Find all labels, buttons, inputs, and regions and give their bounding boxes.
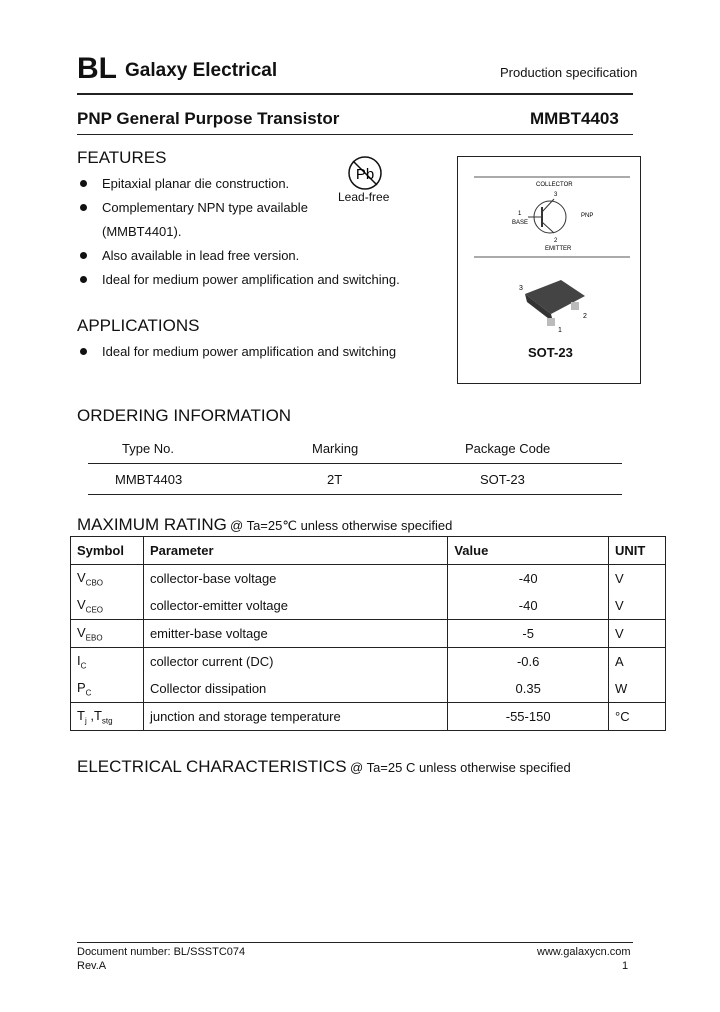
sot23-package-icon (513, 272, 593, 332)
svg-text:COLLECTOR: COLLECTOR (536, 182, 573, 188)
value-cell: -40 (448, 592, 609, 620)
value-cell: 0.35 (448, 675, 609, 703)
svg-text:1: 1 (518, 211, 522, 217)
website-link[interactable]: www.galaxycn.com (537, 946, 631, 958)
unit-cell: °C (609, 703, 666, 731)
symbol-cell: $I_C$ (71, 648, 144, 676)
table-row (71, 703, 666, 731)
revision: Rev.A (77, 960, 107, 972)
svg-text:3: 3 (519, 285, 523, 292)
svg-text:Pb: Pb (355, 166, 375, 183)
unit-cell: V (609, 620, 666, 648)
table-row (71, 592, 666, 620)
part-number: MMBT4403 (530, 109, 619, 128)
symbol-cell: $V_{CEO}$ (71, 592, 144, 620)
document-number: Document number: BL/SSSTC074 (77, 946, 246, 958)
electrical-heading: ELECTRICAL CHARACTERISTICS (77, 757, 347, 776)
unit-cell: A (609, 648, 666, 676)
symbol-cell: $V_{EBO}$ (71, 620, 144, 648)
company-name: Galaxy Electrical (125, 60, 278, 81)
max-rating-heading: MAXIMUM RATING (77, 515, 227, 534)
package-diagram (457, 156, 641, 384)
parameter-cell: Collector dissipation (143, 675, 447, 703)
ordering-heading: ORDERING INFORMATION (77, 406, 292, 425)
page-title: PNP General Purpose Transistor (77, 109, 340, 128)
feature-item: Also available in lead free version. (102, 248, 300, 263)
value-cell: -0.6 (448, 648, 609, 676)
svg-text:2: 2 (583, 313, 587, 320)
unit-cell: V (609, 565, 666, 593)
ordering-header: Package Code (465, 441, 551, 456)
table-row (71, 675, 666, 703)
ordering-header: Marking (312, 441, 359, 456)
parameter-cell: collector current (DC) (143, 648, 447, 676)
package-label: SOT-23 (528, 345, 573, 360)
feature-item: (MMBT4401). (102, 224, 182, 239)
feature-item: Epitaxial planar die construction. (102, 176, 290, 191)
parameter-cell: collector-base voltage (143, 565, 447, 593)
application-item: Ideal for medium power amplification and switching (102, 344, 397, 359)
header-cell: Symbol (71, 537, 144, 565)
svg-text:3: 3 (554, 192, 558, 198)
max-rating-table (70, 536, 666, 731)
unit-cell: W (609, 675, 666, 703)
ordering-cell: 2T (327, 472, 343, 487)
electrical-condition: @ Ta=25 C unless otherwise specified (350, 760, 571, 775)
symbol-cell: $T_j$ $,T_{stg}$ (71, 703, 144, 731)
feature-item: Ideal for medium power amplification and switching. (102, 272, 400, 287)
parameter-cell: junction and storage temperature (143, 703, 447, 731)
ordering-cell: SOT-23 (480, 472, 525, 487)
lead-free-icon (345, 153, 385, 193)
svg-text:EMITTER: EMITTER (545, 246, 572, 252)
table-row (71, 648, 666, 676)
value-cell: -40 (448, 565, 609, 593)
spec-label: Production specification (500, 65, 638, 80)
logo: BL (77, 52, 117, 85)
header-cell: Value (448, 537, 609, 565)
table-row (71, 565, 666, 593)
ordering-cell: MMBT4403 (115, 472, 183, 487)
parameter-cell: collector-emitter voltage (143, 592, 447, 620)
unit-cell: V (609, 592, 666, 620)
parameter-cell: emitter-base voltage (143, 620, 447, 648)
applications-heading: APPLICATIONS (77, 316, 200, 335)
value-cell: -55-150 (448, 703, 609, 731)
symbol-cell: $P_C$ (71, 675, 144, 703)
header-cell: Parameter (143, 537, 447, 565)
feature-item: Complementary NPN type available (102, 200, 308, 215)
features-heading: FEATURES (77, 148, 167, 167)
value-cell: -5 (448, 620, 609, 648)
transistor-symbol-icon (458, 177, 640, 257)
svg-text:PNP: PNP (581, 213, 594, 219)
lead-free-label: Lead-free (338, 190, 390, 204)
svg-text:2: 2 (554, 238, 558, 244)
svg-text:1: 1 (558, 327, 562, 332)
symbol-cell: $V_{CBO}$ (71, 565, 144, 593)
ordering-header: Type No. (122, 441, 175, 456)
page-number: 1 (622, 960, 629, 972)
svg-text:BASE: BASE (512, 220, 529, 226)
header-cell: UNIT (609, 537, 666, 565)
max-rating-condition: @ Ta=25℃ unless otherwise specified (230, 518, 453, 533)
table-row (71, 620, 666, 648)
